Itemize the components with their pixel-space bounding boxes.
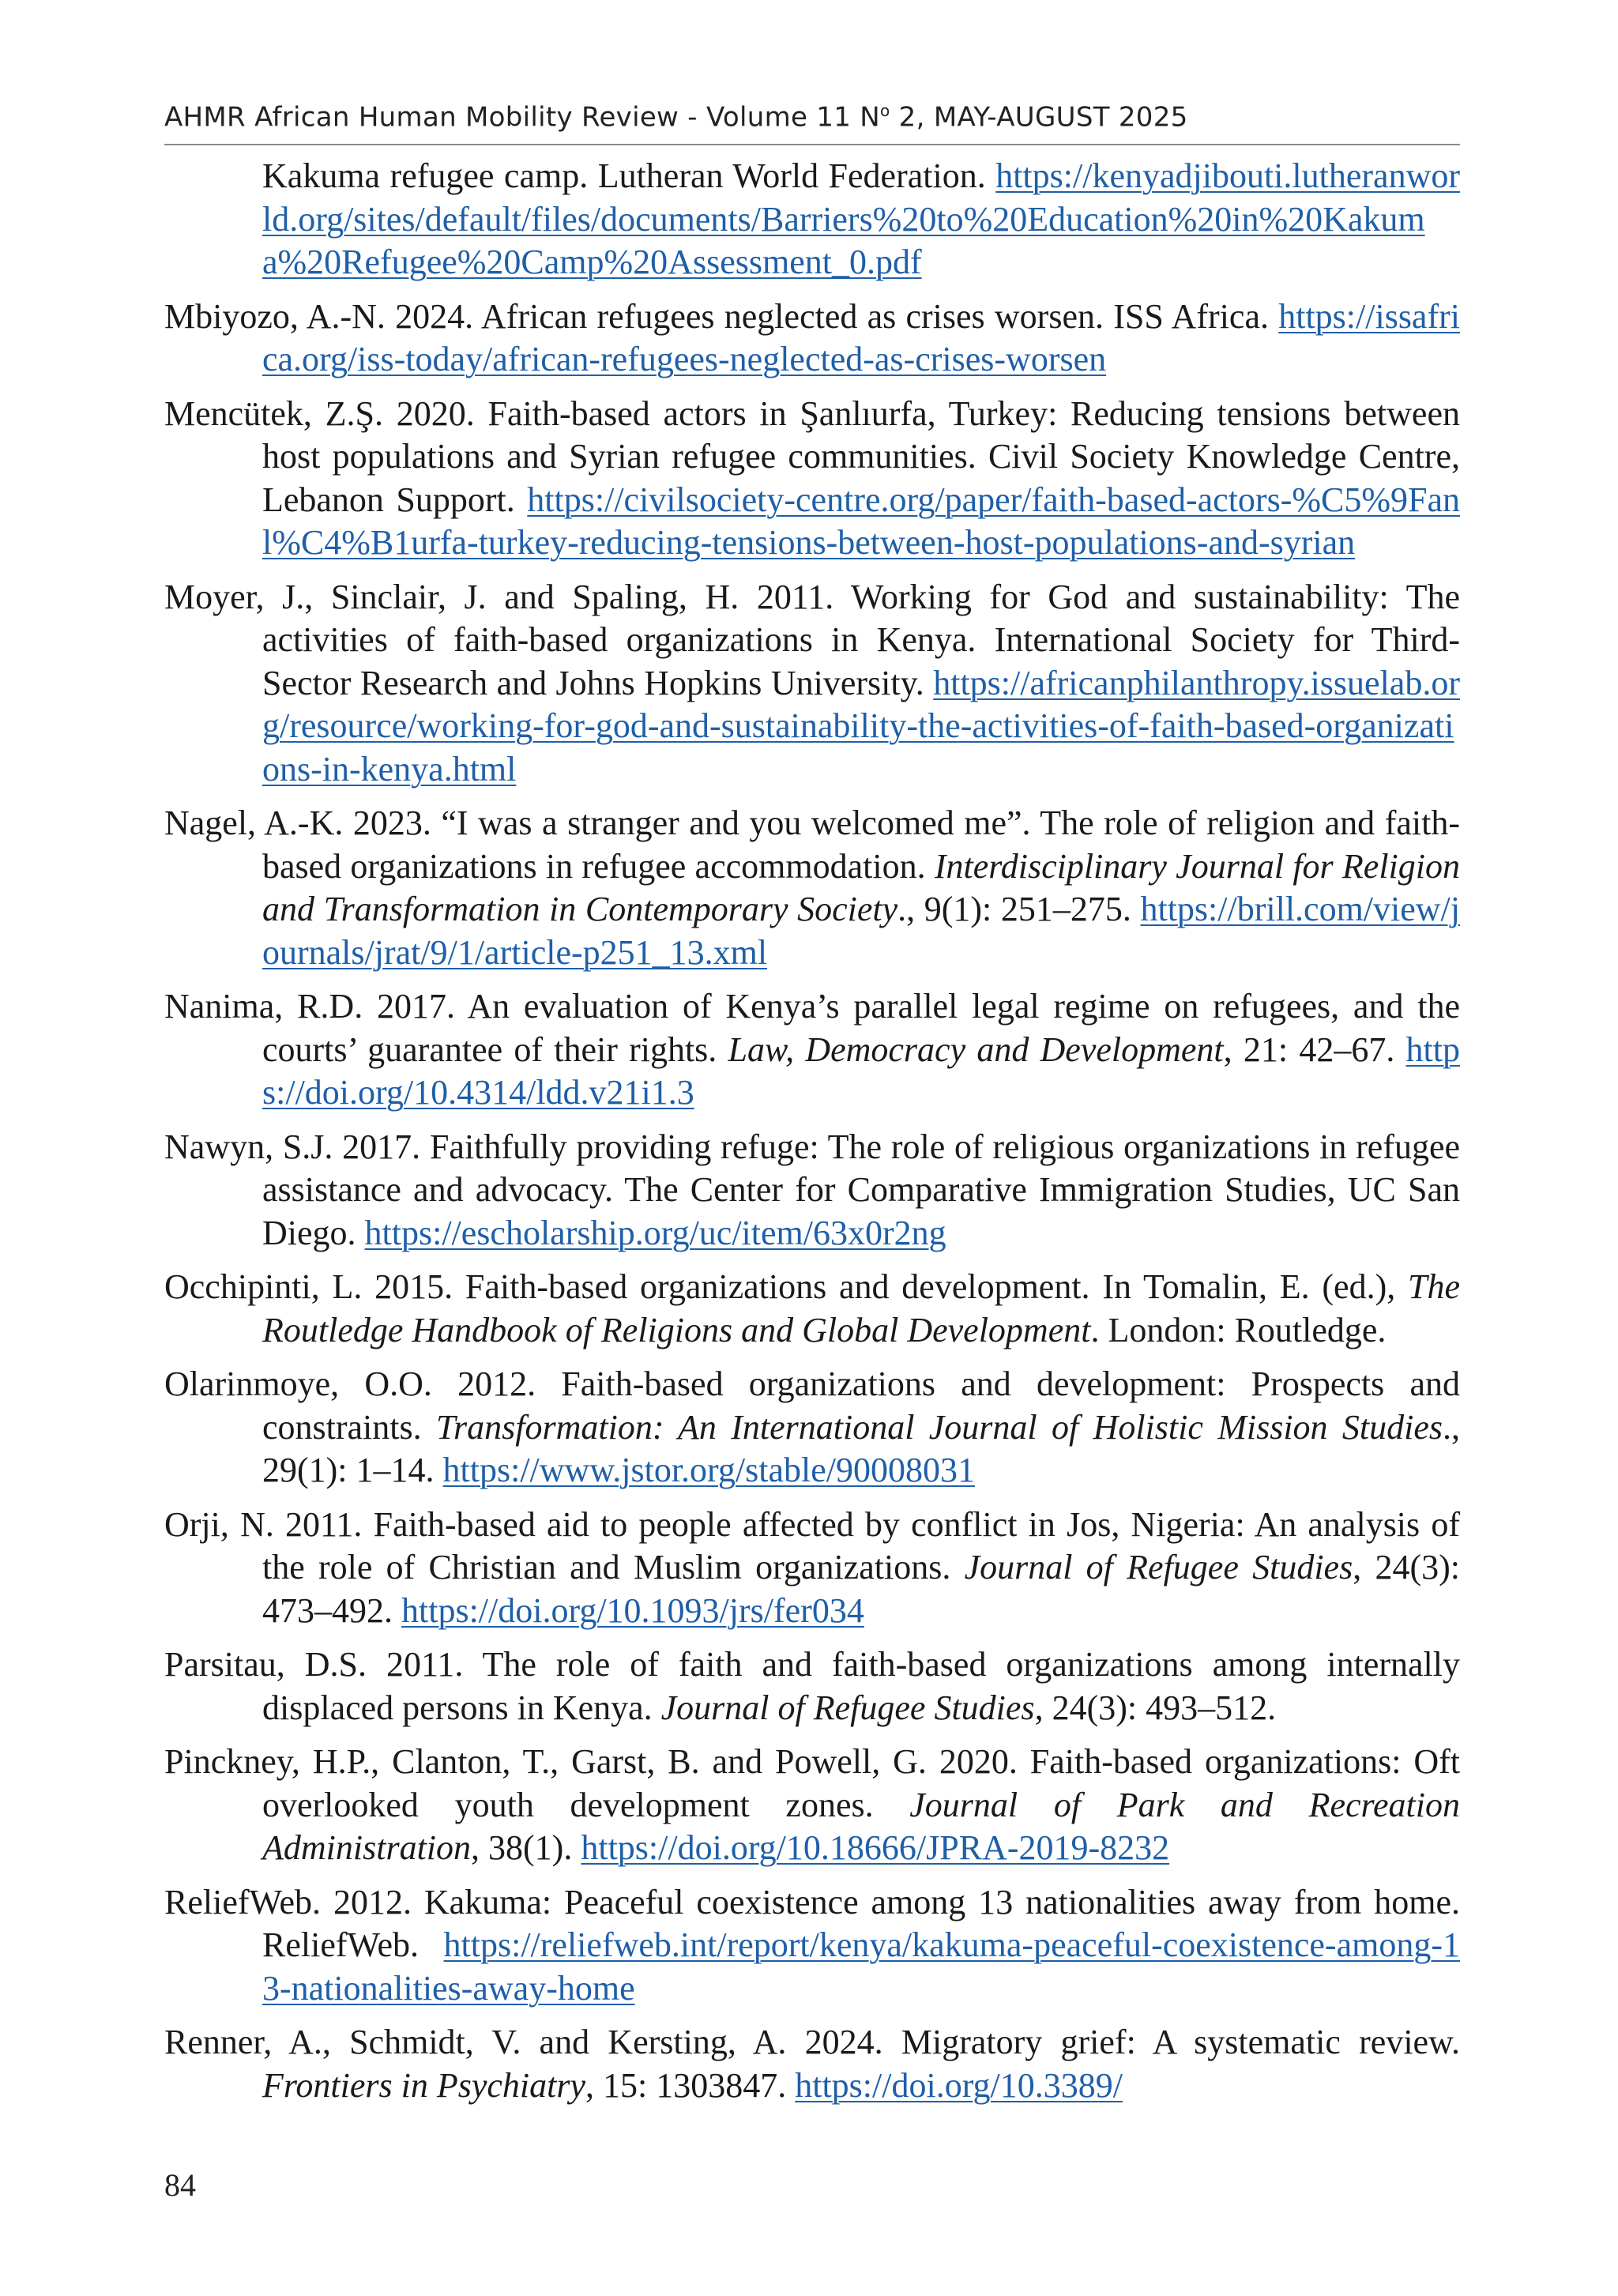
reference-text: ReliefWeb. 2012. Kakuma: Peaceful coexistence among 13 nationalities away from home. ReliefWeb. <box>164 1882 1460 1964</box>
header-rule <box>164 144 1460 145</box>
reference-link[interactable]: https://africanphilanthropy.issuelab.org/resource/working-for-god-and-sustainability-the-activities-of-faith-based-organizations-in-kenya.html <box>262 663 1460 789</box>
reference-text: Renner, A., Schmidt, V. and Kersting, A. 2024. Migratory grief: A systematic review. <box>164 2023 1460 2061</box>
header-number-sign: o <box>880 101 890 120</box>
reference-title: Journal of Park and Recreation Administration <box>262 1785 1460 1867</box>
reference-title: Law, Democracy and Development <box>728 1029 1224 1069</box>
header-suffix: 2, MAY-AUGUST 2025 <box>890 101 1188 134</box>
reference-title: The Routledge Handbook of Religions and Global Development <box>262 1267 1460 1349</box>
reference-entry <box>164 295 1460 382</box>
reference-text: Nagel, A.-K. 2023. “I was a stranger and you welcomed me”. The role of religion and faith-based organizations in refugee accommodation. <box>164 804 1460 886</box>
header-prefix: AHMR African Human Mobility Review - Volume 11 N <box>164 101 881 134</box>
reference-details: , 24(3): 473–492. <box>262 1548 1460 1630</box>
reference-entry <box>164 1363 1460 1492</box>
reference-entry <box>164 1504 1460 1633</box>
running-header <box>164 101 1460 133</box>
reference-link[interactable]: https://doi.org/10.1093/jrs/fer034 <box>401 1590 864 1630</box>
reference-link[interactable]: https://doi.org/10.18666/JPRA-2019-8232 <box>581 1828 1170 1867</box>
reference-link[interactable]: https://doi.org/10.3389/ <box>795 2065 1123 2105</box>
reference-link[interactable]: https://brill.com/view/journals/jrat/9/1/article-p251_13.xml <box>262 890 1460 972</box>
reference-title: Journal of Refugee Studies <box>964 1548 1353 1586</box>
reference-entry <box>164 1741 1460 1870</box>
reference-text: Olarinmoye, O.O. 2012. Faith-based organizations and development: Prospects and constraints. <box>164 1364 1460 1447</box>
reference-details: , 24(3): 493–512. <box>1034 1688 1277 1727</box>
reference-entry <box>164 155 1460 284</box>
reference-text: Moyer, J., Sinclair, J. and Spaling, H. 2011. Working for God and sustainability: The activities of faith-based organizations in Kenya. International Society for Third-Sector Research and Johns Hopkins University. <box>164 577 1460 702</box>
reference-title: Journal of Refugee Studies <box>660 1688 1035 1727</box>
reference-text: Mencütek, Z.Ş. 2020. Faith-based actors in Şanlıurfa, Turkey: Reducing tensions between host populations and Syrian refugee communities. Civil Society Knowledge Centre, Lebanon Support. <box>164 393 1460 519</box>
reference-link[interactable]: https://doi.org/10.4314/ldd.v21i1.3 <box>262 1029 1460 1112</box>
reference-text: Occhipinti, L. 2015. Faith-based organizations and development. In Tomalin, E. (ed.), <box>164 1267 1408 1306</box>
reference-entry <box>164 1126 1460 1255</box>
reference-entry <box>164 985 1460 1115</box>
reference-title: Frontiers in Psychiatry <box>262 2065 585 2105</box>
reference-details: , 15: 1303847. <box>585 2065 796 2105</box>
reference-details: , 21: 42–67. <box>1223 1029 1406 1069</box>
reference-link[interactable]: https://issafrica.org/iss-today/african-refugees-neglected-as-crises-worsen <box>262 296 1460 378</box>
reference-entry <box>164 576 1460 792</box>
reference-text: Kakuma refugee camp. Lutheran World Federation. <box>262 156 996 195</box>
reference-text: Nawyn, S.J. 2017. Faithfully providing refuge: The role of religious organizations in refugee assistance and advocacy. The Center for Comparative Immigration Studies, UC San Diego. <box>164 1127 1460 1252</box>
reference-title: Interdisciplinary Journal for Religion and Transformation in Contemporary Society <box>262 846 1460 928</box>
reference-details: ., 9(1): 251–275. <box>897 890 1141 928</box>
reference-link[interactable]: https://escholarship.org/uc/item/63x0r2ng <box>364 1213 946 1252</box>
reference-entry <box>164 2021 1460 2107</box>
reference-text: Nanima, R.D. 2017. An evaluation of Kenya’s parallel legal regime on refugees, and the courts’ guarantee of their rights. <box>164 987 1460 1069</box>
reference-text: Mbiyozo, A.-N. 2024. African refugees neglected as crises worsen. ISS Africa. <box>164 296 1279 336</box>
reference-entry <box>164 393 1460 565</box>
reference-link[interactable]: https://reliefweb.int/report/kenya/kakuma-peaceful-coexistence-among-13-nationalities-away-home <box>262 1925 1460 2008</box>
reference-text: Parsitau, D.S. 2011. The role of faith and faith-based organizations among internally displaced persons in Kenya. <box>164 1645 1460 1727</box>
reference-entry <box>164 1643 1460 1730</box>
reference-list <box>164 155 1460 2118</box>
reference-details: ., 29(1): 1–14. <box>262 1407 1460 1489</box>
page-number: 84 <box>164 2167 196 2203</box>
reference-text: Pinckney, H.P., Clanton, T., Garst, B. and Powell, G. 2020. Faith-based organizations: Oft overlooked youth development zones. <box>164 1742 1460 1824</box>
reference-title: Transformation: An International Journal of Holistic Mission Studies <box>435 1407 1443 1447</box>
reference-link[interactable]: https://www.jstor.org/stable/90008031 <box>442 1451 975 1489</box>
reference-entry <box>164 1266 1460 1352</box>
reference-link[interactable]: https://kenyadjibouti.lutheranworld.org/sites/default/files/documents/Barriers%20to%20Education%20in%20Kakuma%20Refugee%20Camp%20Assessment_0.pdf <box>262 156 1460 281</box>
reference-entry <box>164 802 1460 974</box>
reference-entry <box>164 1881 1460 2011</box>
reference-details: . London: Routledge. <box>1090 1310 1387 1349</box>
reference-link[interactable]: https://civilsociety-centre.org/paper/faith-based-actors-%C5%9Fanl%C4%B1urfa-turkey-reducing-tensions-between-host-populations-and-syrian <box>262 480 1460 562</box>
reference-text: Orji, N. 2011. Faith-based aid to people affected by conflict in Jos, Nigeria: An analysis of the role of Christian and Muslim organizations. <box>164 1504 1460 1586</box>
reference-details: , 38(1). <box>471 1828 581 1867</box>
